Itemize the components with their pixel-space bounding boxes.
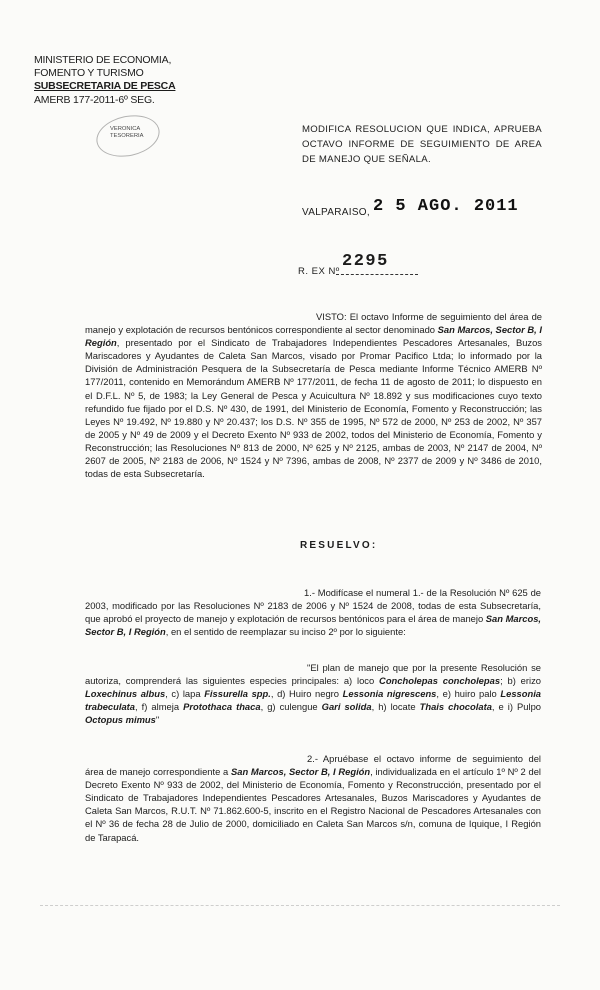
quote-text-10: " [155,714,160,726]
species-9: Octopus mimus [85,714,156,726]
ministry-header [34,54,184,107]
stamp-text [110,126,144,140]
species-5: Lessonia trabeculata [85,688,542,713]
species-quote-paragraph [85,661,541,726]
resolution-number-label: R. EX Nº [298,266,340,277]
visto-text-1: VISTO: El octavo Informe de seguimiento del área de manejo y explotación de recursos bentónicos correspondiente al sector denominado [85,311,542,336]
quote-text-2: ; b) erizo [500,675,541,687]
article-1-paragraph [85,586,541,638]
quote-text-8: , h) locate [371,701,420,713]
header-subsecretaria: SUBSECRETARIA DE PESCA [34,80,176,93]
article-2-sector-name: San Marcos, Sector B, I Región [230,766,371,778]
species-8: Thais chocolata [419,701,492,713]
article-2-text-2: , individualizada en el artículo 1º Nº 2 del Decreto Exento Nº 933 de 2002, del Ministerio de Economía, Fomento y Reconstrucción, presentado por el Sindicato de Trabajadores Independientes Pescadores Artesanales, Buzos Mariscadores y Ayudantes de Caleta San Marcos, R.U.T. Nº 71.862.600-5, inscrito en el Registro Nacional de Pescadores Artesanales con el Nº 36 de fecha 28 de Julio de 2000, domiciliado en Caleta San Marcos s/n, comuna de Iquique, I Región de Tarapacá. [85,766,541,843]
species-6: Protothaca thaca [183,701,261,713]
place-label: VALPARAISO, [302,207,370,218]
date-stamp: 2 5 AGO. 2011 [373,197,519,216]
species-3: Fissurella spp. [204,688,271,700]
visto-paragraph [85,310,542,480]
resuelvo-heading: RESUELVO: [300,540,378,551]
quote-text-6: , f) almeja [135,701,184,713]
header-ministry: MINISTERIO DE ECONOMIA, [34,54,172,66]
quote-text-1: "El plan de manejo que por la presente Resolución se autoriza, comprenderá las siguientes especies principales: a) loco [85,662,541,687]
visto-sector-name: San Marcos, Sector B, I Región [85,324,542,349]
visto-text-2: , presentado por el Sindicato de Trabajadores Independientes Pescadores Artesanales, Buzos Mariscadores y Ayudantes de Caleta San Marcos, visado por Promar Pacifico Ltda; lo informado por la División de Administración Pesquera de la Subsecretaría de Pesca mediante Informe Técnico AMERB Nº 177/2011, contenido en Memorándum AMERB Nº 177/2011, de fecha 11 de agosto de 2011; lo dispuesto en el D.F.L. Nº 5, de 1983; la Ley General de Pesca y Acuicultura Nº 18.892 y sus modificaciones cuyo texto refundido fue fijado por el D.S. Nº 430, de 1991, del Ministerio de Economía, Fomento y Reconstrucción; las Leyes Nº 19.492, Nº 19.880 y Nº 20.437; los D.S. Nº 355 de 1995, Nº 572 de 2000, Nº 253 de 2002, Nº 357 de 2005 y Nº 49 de 2009 y el Decreto Exento Nº 933 de 2002, todos del Ministerio de Economía, Fomento y Reconstrucción; las Resoluciones Nº 813 de 2000, Nº 625 y Nº 2125, ambas de 2003, Nº 2147 de 2004, Nº 2607 de 2005, Nº 2183 de 2006, Nº 1524 y Nº 7396, ambas de 2008, Nº 2377 de 2009 y Nº 3486 de 2010, todas de esta Subsecretaría. [85,337,542,480]
stamp-line-2: TESORERIA [110,133,144,139]
quote-text-9: , e i) Pulpo [491,701,541,713]
species-7: Gari solida [321,701,372,713]
stamp-line-1: VERONICA [110,126,141,132]
species-4: Lessonia nigrescens [342,688,437,700]
species-1: Concholepas concholepas [379,675,501,687]
quote-text-3: , c) lapa [165,688,205,700]
article-1-text-2: , en el sentido de reemplazar su inciso 2º por lo siguiente: [165,626,406,638]
quote-text-7: , g) culengue [260,701,322,713]
header-reference: AMERB 177-2011-6º SEG. [34,93,155,106]
article-2-text-1: 2.- Apruébase el octavo informe de seguimiento del área de manejo correspondiente a [85,753,541,778]
article-2-paragraph [85,752,541,844]
document-subject: MODIFICA RESOLUCION QUE INDICA, APRUEBA OCTAVO INFORME DE SEGUIMIENTO DE AREA DE MANEJO QUE SEÑALA. [302,124,542,165]
resolution-number: 2295 [342,252,389,271]
page-bottom-marks [40,905,560,912]
quote-text-4: , d) Huiro negro [270,688,343,700]
header-fomento: FOMENTO Y TURISMO [34,67,144,80]
article-1-sector-name: San Marcos, Sector B, I Región [85,613,542,638]
article-1-text-1: 1.- Modifícase el numeral 1.- de la Resolución Nº 625 de 2003, modificado por las Resoluciones Nº 2183 de 2006 y Nº 1524 de 2008, todas de esta Subsecretaría, que aprobó el proyecto de manejo y explotación de recursos bentónicos para el área de manejo [85,587,541,625]
species-2: Loxechinus albus [85,688,166,700]
quote-text-5: , e) huiro palo [436,688,501,700]
